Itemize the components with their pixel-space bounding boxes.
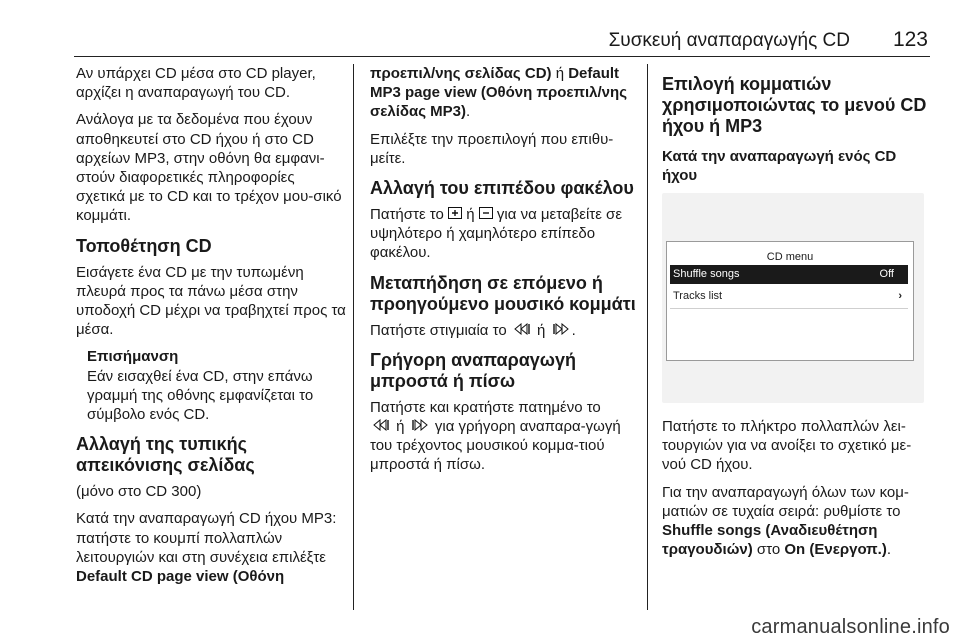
heading-folder-level: Αλλαγή του επιπέδου φακέλου	[370, 178, 634, 199]
text: Πατήστε και κρατήστε πατημένο το	[370, 398, 601, 416]
paragraph: Πατήστε το πλήκτρο πολλαπλών λει-τουργιών για να ανοίξει το σχετικό με-νού CD ήχου.	[662, 418, 912, 474]
folder-down-icon	[479, 207, 493, 221]
column-left	[76, 64, 346, 594]
watermark: carmanualsonline.info	[751, 616, 950, 638]
folder-up-icon	[448, 207, 462, 221]
heading-insert-cd: Τοποθέτηση CD	[76, 235, 212, 256]
menu-item-tracks-list[interactable]	[670, 287, 908, 306]
column-divider	[647, 64, 648, 610]
column-divider	[353, 64, 354, 610]
text: για να μεταβείτε σε υψηλότερο ή χαμηλότερο επίπεδο φακέλου.	[370, 206, 622, 262]
skip-forward-icon	[550, 323, 572, 337]
menu-title: CD menu	[766, 251, 814, 263]
note-box	[87, 347, 346, 424]
paragraph: Ανάλογα με τα δεδομένα που έχουν αποθηκευτεί στο CD ήχου ή στο CD αρχείων MP3, στην οθόνη θα εμφανι-στούν διαφορετικές πληροφορίες σχετικά με το CD και το τρέχον μου-σικό κομμάτι.	[76, 111, 342, 225]
header-divider	[74, 56, 930, 57]
text: ή	[551, 65, 569, 82]
subheading-audio-cd: Κατά την αναπαραγωγή ενός CD ήχου	[662, 148, 897, 184]
cd-menu-screen	[666, 241, 914, 361]
text: ή	[532, 321, 550, 339]
chevron-right-icon: ›	[898, 290, 902, 302]
bold-text: Default CD page view (Οθόνη	[76, 568, 285, 586]
column-right	[662, 64, 932, 567]
paragraph	[370, 205, 640, 263]
heading-skip-track: Μεταπήδηση σε επόμενο ή προηγούμενο μουσικό κομμάτι	[370, 272, 636, 314]
menu-divider	[670, 308, 908, 309]
paragraph	[370, 321, 640, 340]
skip-forward-icon	[409, 419, 431, 433]
paragraph	[370, 64, 640, 122]
menu-item-label: Shuffle songs	[673, 268, 740, 280]
text: στο	[752, 541, 785, 559]
bold-text: προεπιλ/νης σελίδας CD)	[370, 65, 552, 82]
note-title: Επισήμανση	[87, 348, 179, 366]
note-text: Εάν εισαχθεί ένα CD, στην επάνω γραμμή της οθόνης εμφανίζεται το σύμβολο ενός CD.	[87, 367, 314, 424]
text: .	[466, 103, 471, 121]
text: ή	[462, 206, 479, 224]
paragraph	[370, 398, 640, 475]
page-title: Συσκευή αναπαραγωγής CD	[608, 30, 850, 51]
text: .	[886, 541, 892, 559]
text: για γρήγορη αναπαρα-γωγή του τρέχοντος μουσικού κομμα-τιού μπροστά ή πίσω.	[370, 418, 621, 474]
menu-item-value: Off	[879, 268, 894, 280]
bold-text: Default MP3 page view (Οθόνη προεπιλ/νης σελίδας MP3)	[370, 65, 627, 121]
menu-item-label: Tracks list	[673, 290, 723, 302]
paragraph: (μόνο στο CD 300)	[76, 483, 202, 501]
display-screenshot	[662, 193, 924, 403]
bold-text: On (Ενεργοπ.)	[784, 541, 887, 559]
skip-back-icon	[511, 323, 533, 337]
column-middle	[370, 64, 640, 483]
text: .	[571, 321, 576, 339]
bold-text: Shuffle songs (Αναδιευθέτηση τραγουδιών)	[662, 522, 878, 559]
paragraph: Αν υπάρχει CD μέσα στο CD player, αρχίζει η αναπαραγωγή του CD.	[76, 65, 316, 102]
paragraph	[76, 509, 346, 586]
text: Κατά την αναπαραγωγή CD ήχου MP3: πατήστε το κουμπί πολλαπλών λειτουργιών και στη συνέχεια επιλέξτε	[76, 510, 337, 566]
text: Για την αναπαραγωγή όλων των κομ-ματιών σε τυχαία σειρά: ρυθμίστε το	[662, 483, 909, 520]
heading-fast-forward: Γρήγορη αναπαραγωγή μπροστά ή πίσω	[370, 349, 576, 391]
paragraph: Εισάγετε ένα CD με την τυπωμένη πλευρά προς τα πάνω μέσα στην υποδοχή CD μέχρι να τραβηχτεί προς τα μέσα.	[76, 263, 346, 339]
text: Πατήστε το	[370, 206, 449, 224]
heading-track-selection: Επιλογή κομματιών χρησιμοποιώντας το μενού CD ήχου ή MP3	[662, 74, 927, 136]
text: ή	[392, 418, 409, 436]
page-number: 123	[892, 28, 928, 51]
skip-back-icon	[370, 419, 392, 433]
menu-item-shuffle-songs[interactable]	[670, 265, 908, 284]
text: Πατήστε στιγμιαία το	[370, 321, 511, 339]
heading-page-view: Αλλαγή της τυπικής απεικόνισης σελίδας	[76, 434, 255, 476]
paragraph: Επιλέξτε την προεπιλογή που επιθυ-μείτε.	[370, 130, 614, 167]
paragraph	[662, 483, 932, 560]
